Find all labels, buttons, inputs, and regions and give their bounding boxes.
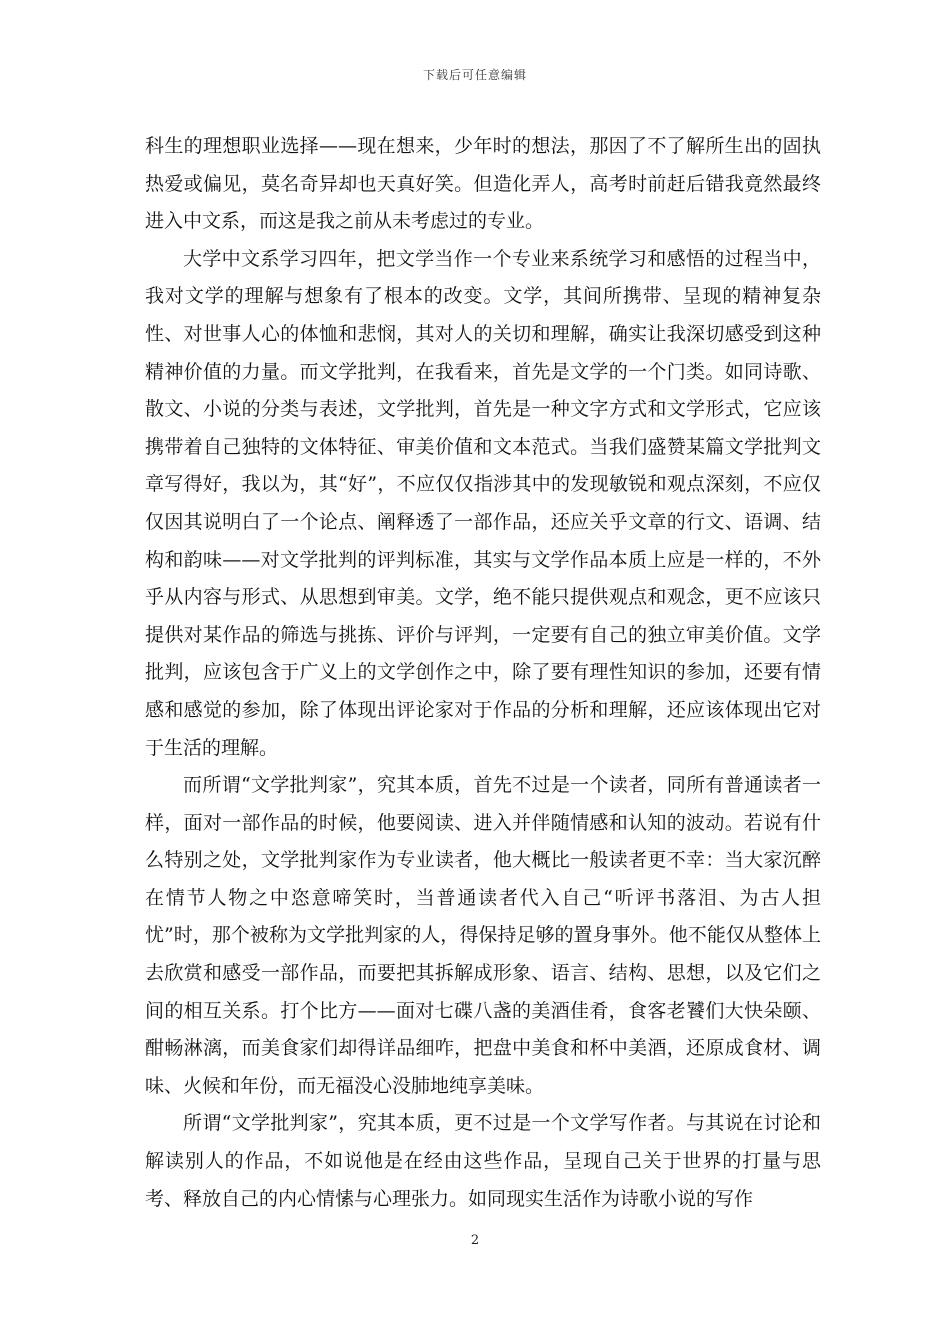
page-number: 2 bbox=[470, 1233, 480, 1248]
paragraph: 而所谓“文学批判家”，究其本质，首先不过是一个读者，同所有普通读者一样，面对一部作品的时候，他要阅读、进入并伴随情感和认知的波动。若说有什么特别之处，文学批判家作为专业读者，他大概比一般读者更不幸：当大家沉醉在情节人物之中恣意啼笑时，当普通读者代入自己“听评书落泪、为古人担忧”时，那个被称为文学批判家的人，得保持足够的置身事外。他不能仅从整体上去欣赏和感受一部作品，而要把其拆解成形象、语言、结构、思想，以及它们之间的相互关系。打个比方——面对七碟八盏的美酒佳肴，食客老饕们大快朵颐、酣畅淋漓，而美食家们却得详品细咋，把盘中美食和杯中美酒，还原成食材、调味、火候和年份，而无福没心没肺地纯享美味。 bbox=[145, 774, 821, 1097]
paragraph-continuation: 科生的理想职业选择——现在想来，少年时的想法，那因了不了解所生出的固执热爱或偏见，莫名奇异却也天真好笑。但造化弄人，高考时前赶后错我竟然最终进入中文系，而这是我之前从未考虑过的专业。 bbox=[145, 135, 821, 233]
paragraph: 大学中文系学习四年，把文学当作一个专业来系统学习和感悟的过程当中，我对文学的理解与想象有了根本的改变。文学，其间所携带、呈现的精神复杂性、对世事人心的体恤和悲悯，其对人的关切和理解，确实让我深切感受到这种精神价值的力量。而文学批判，在我看来，首先是文学的一个门类。如同诗歌、散文、小说的分类与表述，文学批判，首先是一种文字方式和文学形式，它应该携带着自己独特的文体特征、审美价值和文本范式。当我们盛赞某篇文学批判文章写得好，我以为，其“好”，不应仅仅指涉其中的发现敏锐和观点深刻，不应仅仅因其说明白了一个论点、阐释透了一部作品，还应关乎文章的行文、语调、结构和韵味——对文学批判的评判标准，其实与文学作品本质上应是一样的，不外乎从内容与形式、从思想到审美。文学，绝不能只提供观点和观念，更不应该只提供对某作品的筛选与挑拣、评价与评判，一定要有自己的独立审美价值。文学批判，应该包含于广义上的文学创作之中，除了要有理性知识的参加，还要有情感和感觉的参加，除了体现出评论家对于作品的分析和理解，还应该体现出它对于生活的理解。 bbox=[145, 247, 821, 759]
page-header: 下载后可任意编辑 bbox=[422, 68, 527, 82]
body-text bbox=[145, 128, 821, 1218]
paragraph: 所谓“文学批判家”，究其本质，更不过是一个文学写作者。与其说在讨论和解读别人的作品，不如说他是在经由这些作品，呈现自己关于世界的打量与思考、释放自己的内心情愫与心理张力。如同现实生活作为诗歌小说的写作 bbox=[145, 1112, 821, 1210]
